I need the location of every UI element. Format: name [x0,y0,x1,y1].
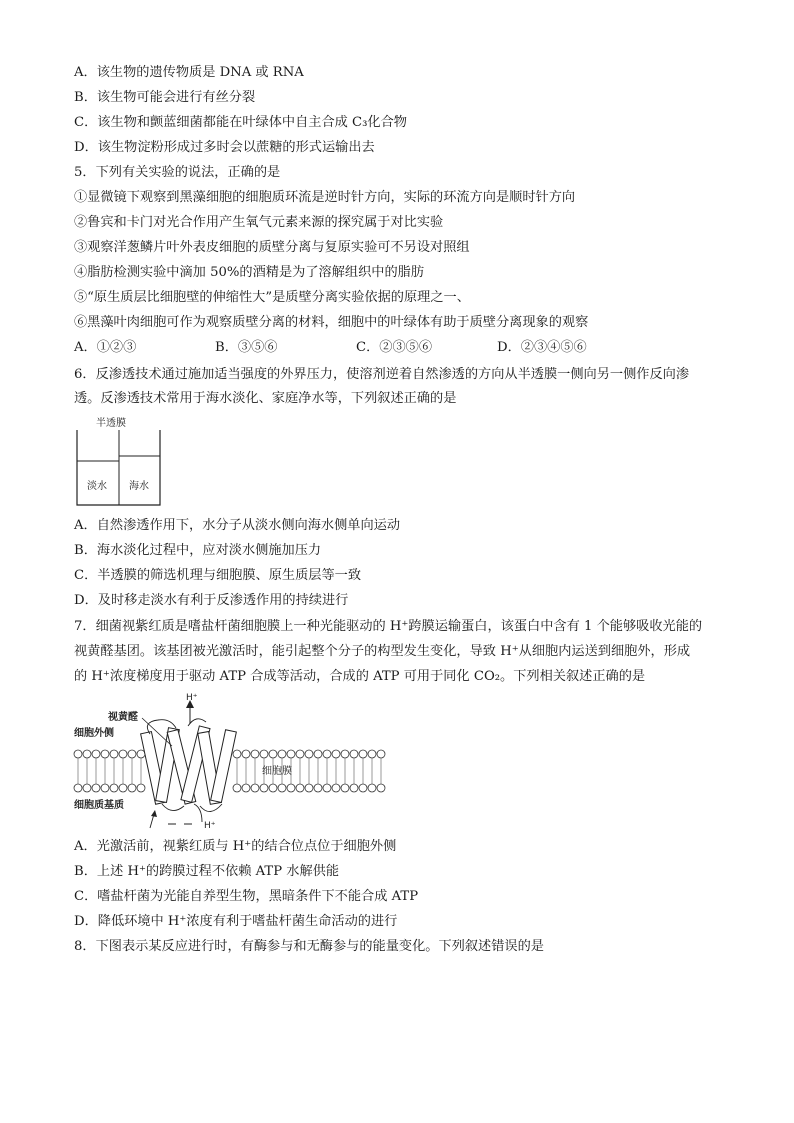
q5-statement-2: ②鲁宾和卡门对光合作用产生氧气元素来源的探究属于对比实验 [74,215,444,230]
q5-option-d: D．②③④⑤⑥ [497,340,587,355]
fresh-water-label: 淡水 [87,481,107,492]
h-plus-bottom-label: H⁺ [204,821,216,831]
outside-label: 细胞外侧 [74,728,114,739]
q4-option-a: A．该生物的遗传物质是 DNA 或 RNA [74,65,304,80]
retinal-label: 视黄醛 [108,712,138,723]
q4-option-d: D．该生物淀粉形成过多时会以蔗糖的形式运输出去 [74,140,375,155]
q6-option-d: D．及时移走淡水有利于反渗透作用的持续进行 [74,593,349,608]
q5-option-c: C．②③⑤⑥ [356,340,433,355]
sea-water-label: 海水 [129,481,149,492]
q6-stem-line1: 6．反渗透技术通过施加适当强度的外界压力，使溶剂逆着自然渗透的方向从半透膜一侧向另一侧作反向渗 [74,367,690,382]
q6-option-c: C．半透膜的筛选机理与细胞膜、原生质层等一致 [74,568,362,583]
q4-option-b: B．该生物可能会进行有丝分裂 [74,90,256,105]
membrane-label: 半透膜 [96,418,126,429]
q5-statement-5: ⑤“原生质层比细胞壁的伸缩性大”是质壁分离实验依据的原理之一、 [74,290,470,305]
cytoplasm-label: 细胞质基质 [74,800,124,811]
q6-stem-line2: 透。反渗透技术常用于海水淡化、家庭净水等，下列叙述正确的是 [74,391,457,406]
q7-stem-line1: 7．细菌视紫红质是嗜盐杆菌细胞膜上一种光能驱动的 H⁺跨膜运输蛋白，该蛋白中含有 1 个能够吸收光能的 [74,619,703,634]
q7-option-c: C．嗜盐杆菌为光能自养型生物，黑暗条件下不能合成 ATP [74,889,419,904]
q7-option-a: A．光激活前，视紫红质与 H⁺的结合位点位于细胞外侧 [74,839,397,854]
q7-stem-line2: 视黄醛基团。该基团被光激活时，能引起整个分子的构型发生变化，导致 H⁺从细胞内运送到细胞外，形成 [74,644,691,659]
h-plus-top-label: H⁺ [186,693,198,703]
q5-statement-4: ④脂肪检测实验中滴加 50%的酒精是为了溶解组织中的脂肪 [74,265,425,280]
q7-option-d: D．降低环境中 H⁺浓度有利于嗜盐杆菌生命活动的进行 [74,914,398,929]
q5-option-b: B．③⑤⑥ [215,340,278,355]
q5-statement-6: ⑥黑藻叶肉细胞可作为观察质壁分离的材料，细胞中的叶绿体有助于质壁分离现象的观察 [74,315,589,330]
q7-option-b: B．上述 H⁺的跨膜过程不依赖 ATP 水解供能 [74,864,340,879]
q5-statement-3: ③观察洋葱鳞片叶外表皮细胞的质壁分离与复原实验可不另设对照组 [74,240,470,255]
q6-option-b: B．海水淡化过程中，应对淡水侧施加压力 [74,543,322,558]
q7-stem-line3: 的 H⁺浓度梯度用于驱动 ATP 合成等活动，合成的 ATP 可用于同化 CO₂。下列相关叙述正确的是 [74,669,646,684]
bacteriorhodopsin-diagram [72,692,392,832]
q5-option-a: A．①②③ [74,340,137,355]
osmosis-diagram [74,414,164,508]
q5-stem: 5．下列有关实验的说法，正确的是 [74,165,281,180]
q5-options [74,338,724,358]
q8-stem: 8．下图表示某反应进行时，有酶参与和无酶参与的能量变化。下列叙述错误的是 [74,939,544,954]
q6-option-a: A．自然渗透作用下，水分子从淡水侧向海水侧单向运动 [74,518,401,533]
q4-option-c: C．该生物和颤蓝细菌都能在叶绿体中自主合成 C₃化合物 [74,115,407,130]
protein-helices [141,726,237,804]
q5-statement-1: ①显微镜下观察到黑藻细胞的细胞质环流是逆时针方向，实际的环流方向是顺时针方向 [74,190,576,205]
membrane-label-q7: 细胞膜 [262,766,292,777]
